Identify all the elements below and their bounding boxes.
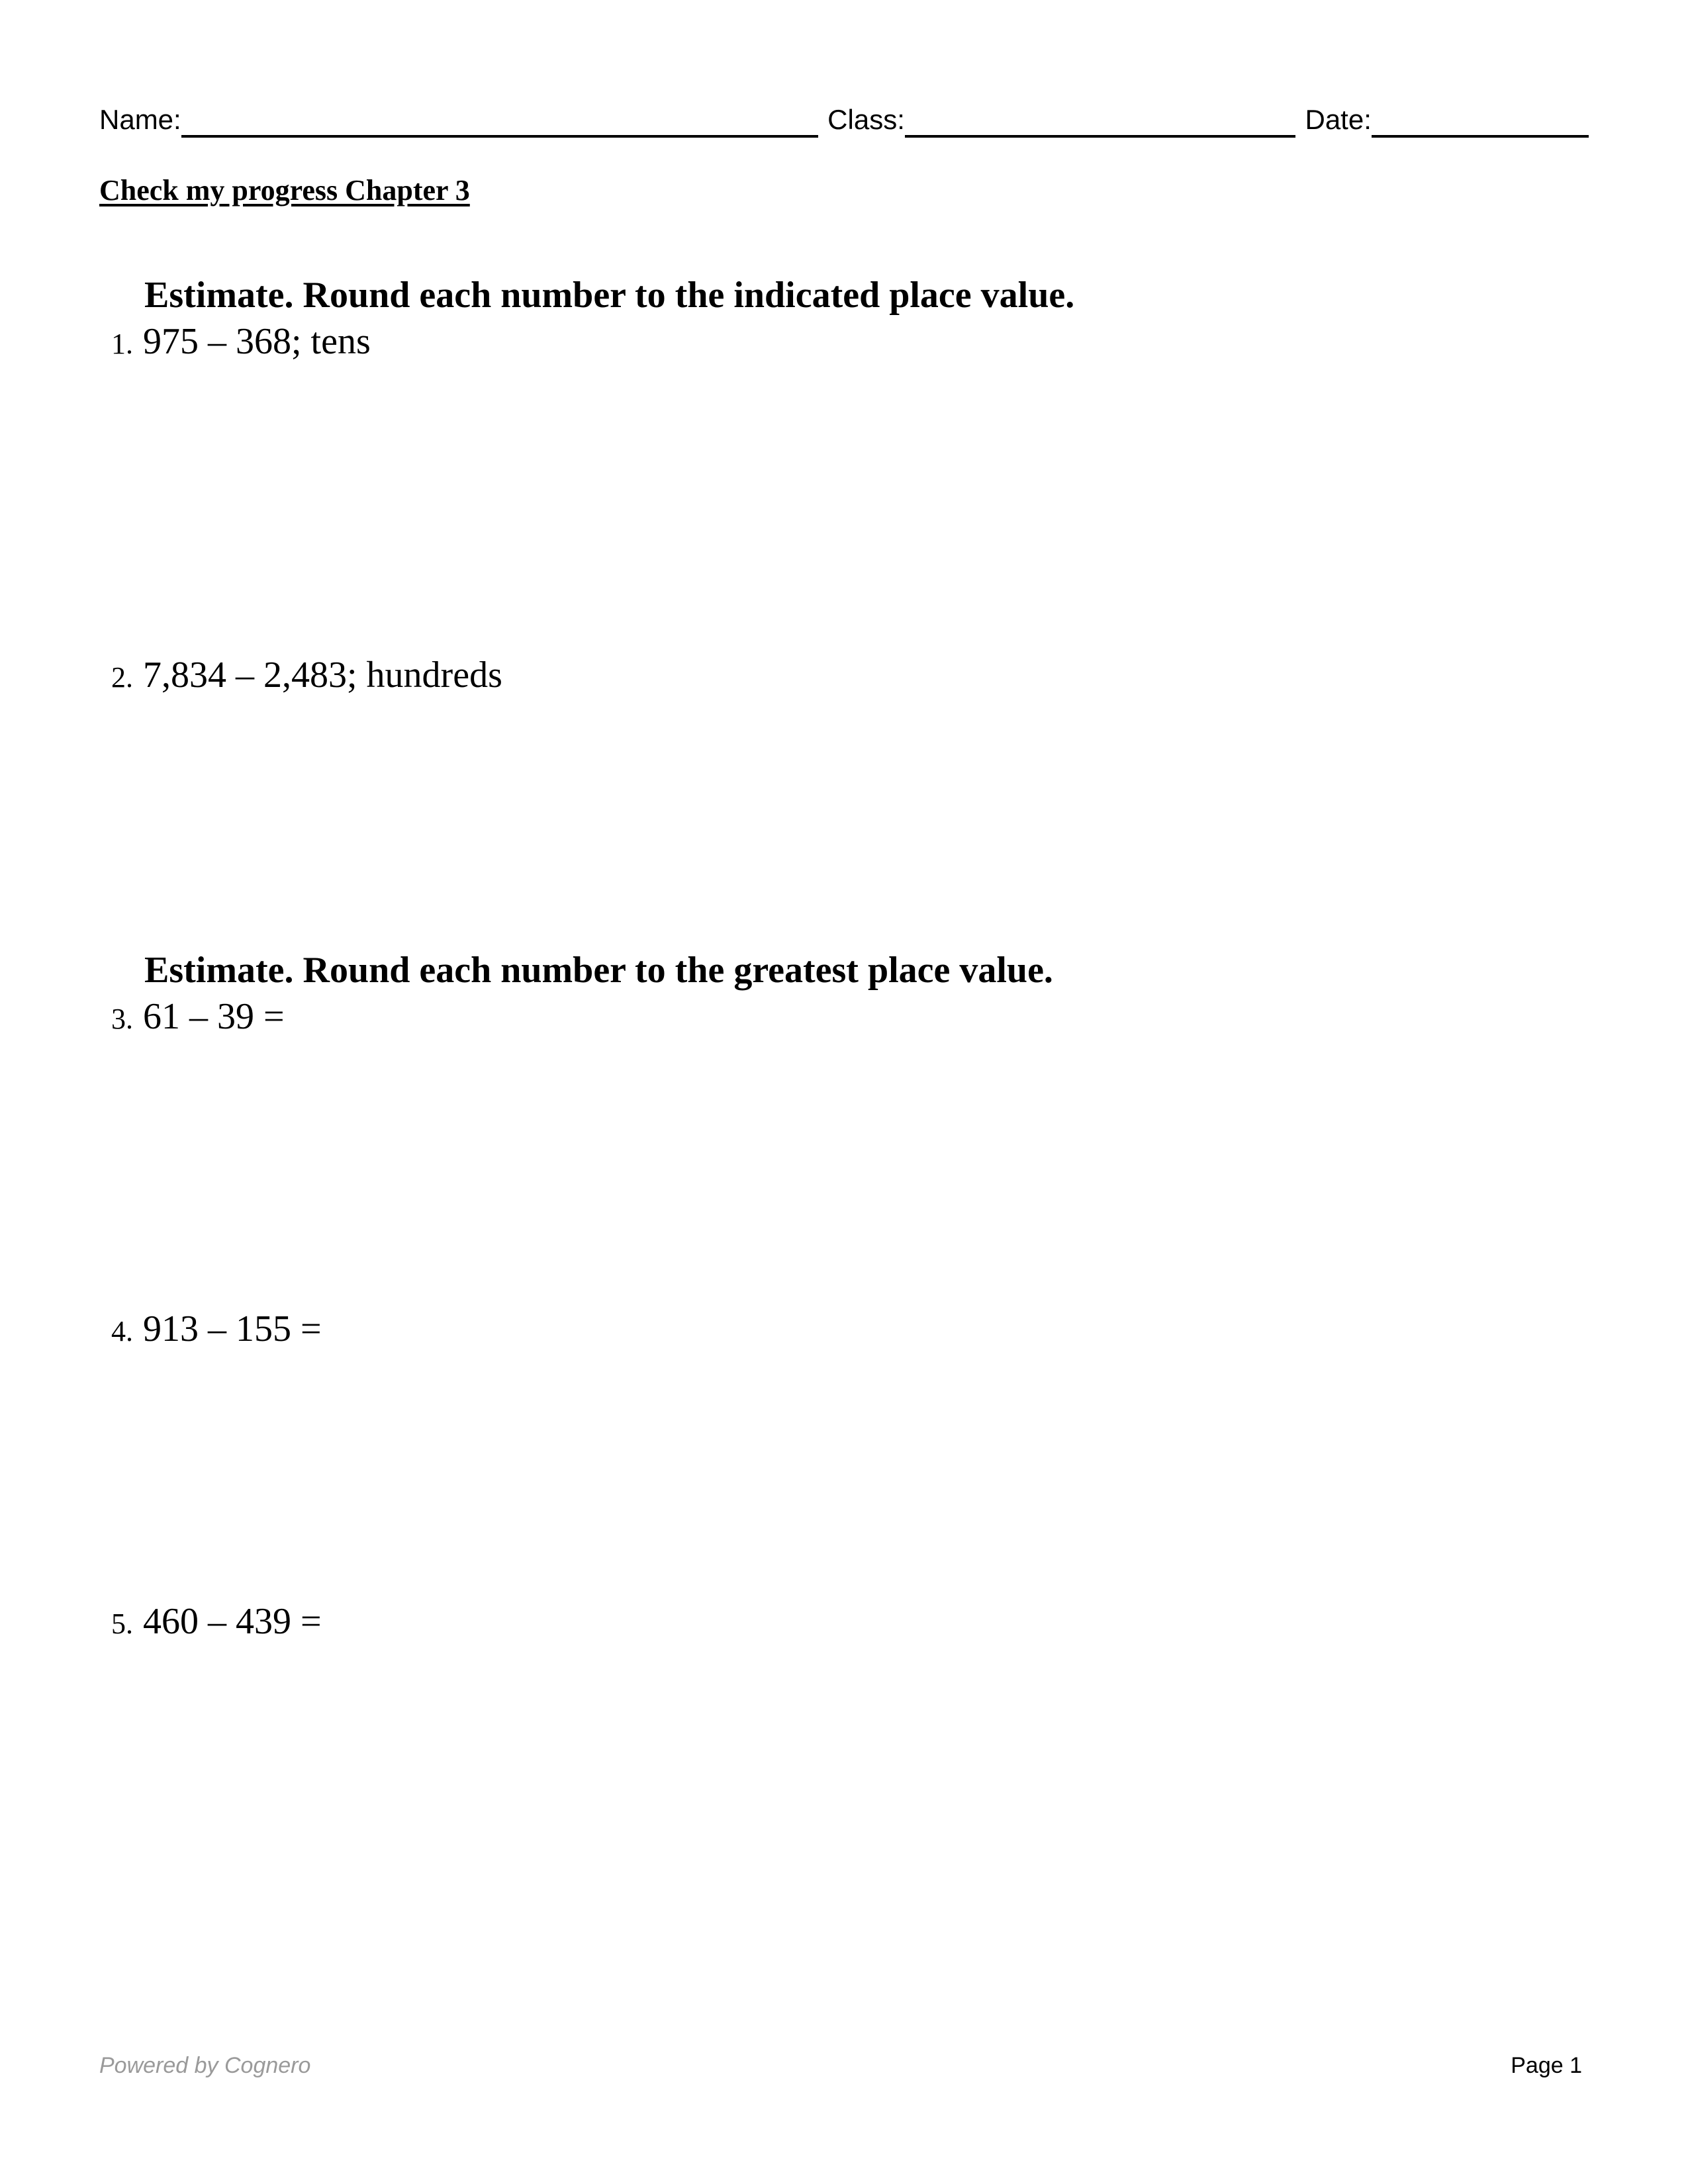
section-instruction: Estimate. Round each number to the indicated place value. <box>144 275 1075 316</box>
question-number: 2. <box>111 661 133 694</box>
question-text: 913 – 155 = <box>143 1308 322 1349</box>
student-info-header <box>99 98 1589 138</box>
date-field[interactable] <box>1372 101 1589 138</box>
question-text: 460 – 439 = <box>143 1601 322 1642</box>
question-number: 5. <box>111 1608 133 1640</box>
question-item <box>111 995 285 1038</box>
question-number: 1. <box>111 328 133 360</box>
question-text: 61 – 39 = <box>143 996 285 1037</box>
name-field[interactable] <box>181 101 818 138</box>
section-instruction: Estimate. Round each number to the greatest place value. <box>144 950 1053 991</box>
class-label: Class: <box>827 104 905 135</box>
question-item <box>111 654 502 696</box>
question-text: 7,834 – 2,483; hundreds <box>143 655 502 696</box>
date-label: Date: <box>1305 104 1372 135</box>
question-number: 3. <box>111 1003 133 1035</box>
page-number: Page 1 <box>1511 2053 1582 2078</box>
class-field[interactable] <box>905 101 1296 138</box>
question-item <box>111 320 371 363</box>
question-item <box>111 1600 322 1643</box>
powered-by-footer: Powered by Cognero <box>99 2053 311 2078</box>
question-number: 4. <box>111 1315 133 1347</box>
name-label: Name: <box>99 104 181 135</box>
question-text: 975 – 368; tens <box>143 321 371 362</box>
question-item <box>111 1308 322 1350</box>
page-title: Check my progress Chapter 3 <box>99 174 470 206</box>
